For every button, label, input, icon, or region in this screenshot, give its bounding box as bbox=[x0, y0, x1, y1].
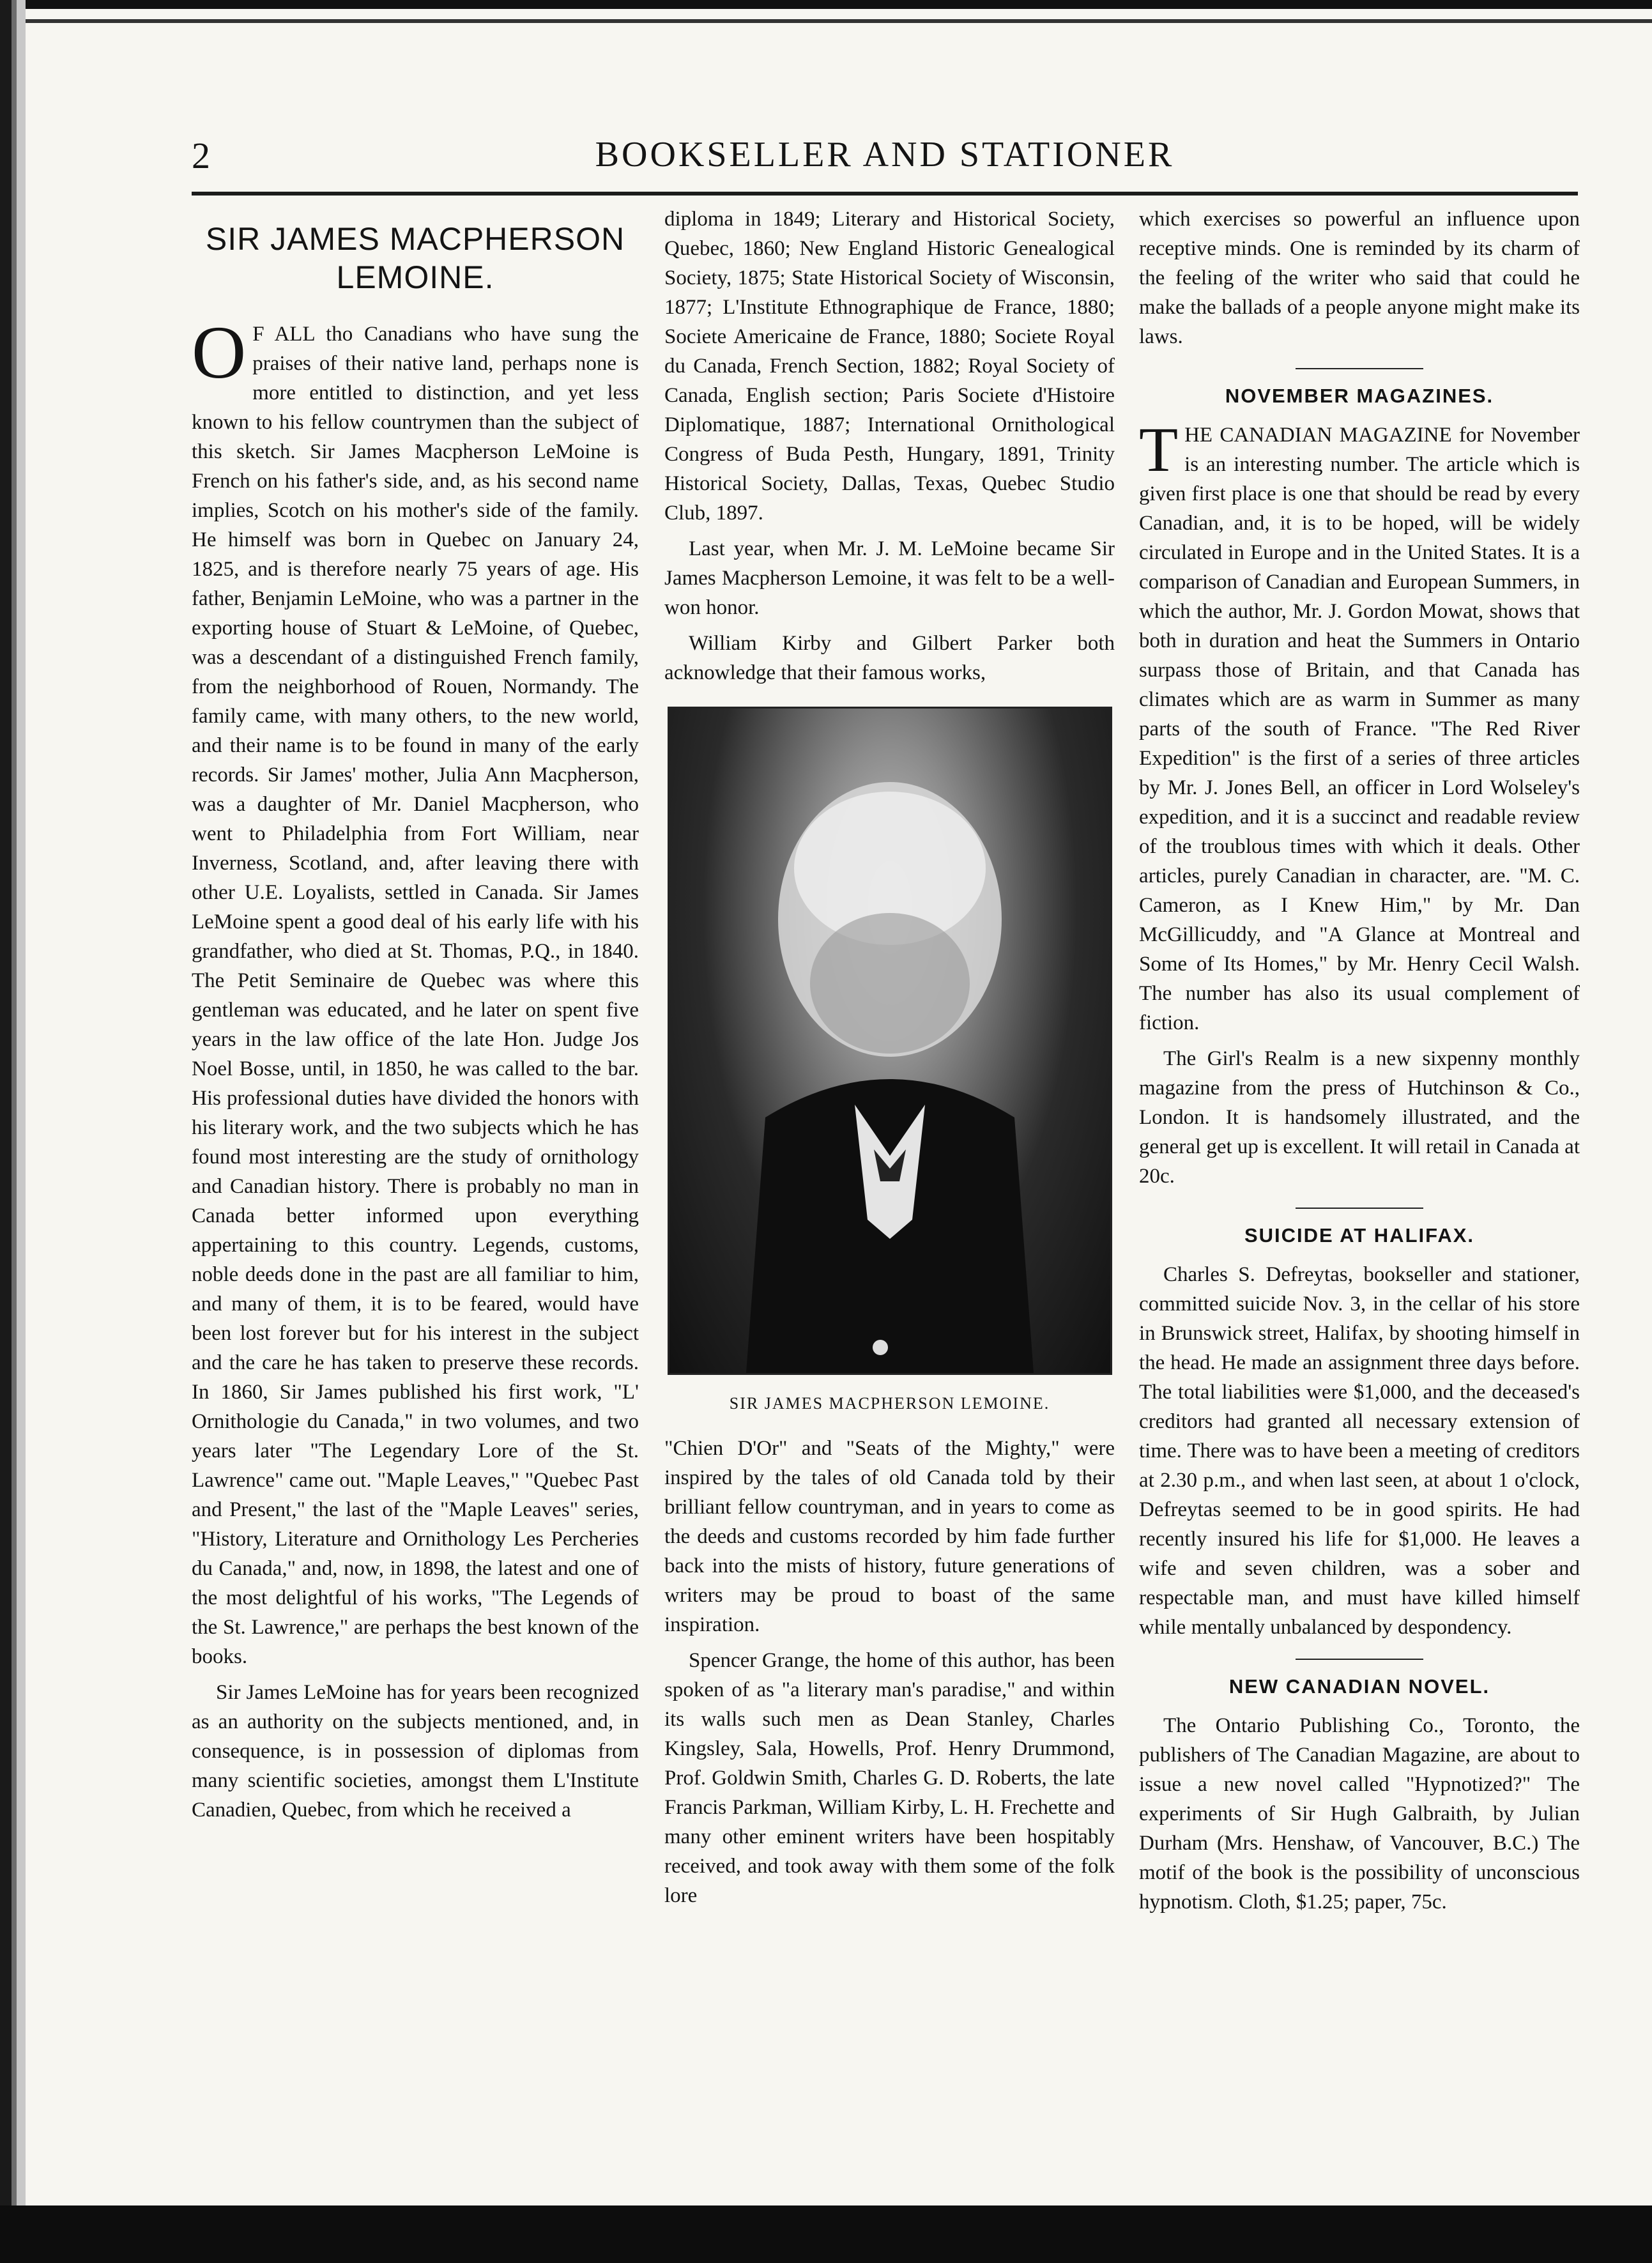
drop-cap: T bbox=[1139, 414, 1179, 485]
article-paragraph: Last year, when Mr. J. M. LeMoine became Sir James Macpherson Lemoine, it was felt to be a well-won honor. bbox=[664, 537, 1115, 619]
column-3 bbox=[1139, 204, 1580, 1923]
scan-left-edge bbox=[0, 0, 37, 2263]
drop-cap: O bbox=[192, 311, 247, 394]
section-heading-suicide-at-halifax: SUICIDE AT HALIFAX. bbox=[1244, 1224, 1475, 1247]
section-heading-new-canadian-novel: NEW CANADIAN NOVEL. bbox=[1228, 1675, 1490, 1698]
section-divider bbox=[1296, 1659, 1423, 1660]
novel-paragraph: The Ontario Publishing Co., Toronto, the publishers of The Canadian Magazine, are about to issue a new novel called "Hypnotized?" The experiments of Sir Hugh Galbraith, by Julian Durham (Mrs. Henshaw, of Vancouver, B.C.) The motif of the book is the possibility of unconscious hypnotism. Cloth, $1.25; paper, 75c. bbox=[1139, 1714, 1580, 1914]
article-paragraph: William Kirby and Gilbert Parker both acknowledge that their famous works, bbox=[664, 632, 1115, 684]
section-heading-november-magazines: NOVEMBER MAGAZINES. bbox=[1225, 385, 1494, 407]
scan-bottom-edge bbox=[0, 2205, 1652, 2263]
header-rule bbox=[192, 192, 1578, 196]
page-header bbox=[192, 134, 1578, 185]
article-paragraph: Spencer Grange, the home of this author, has been spoken of as "a literary man's paradise," and within its walls such men as Dean Stanley, Charles Kingsley, Sala, Howells, Prof. Henry Drummond, Prof. Goldwin Smith, Charles G. D. Roberts, the late Francis Parkman, William Kirby, L. H. Frechette and many other eminent writers have been hospitably received, and took away with them some of the folk lore bbox=[664, 1649, 1115, 1907]
article-paragraph: which exercises so powerful an influence upon receptive minds. One is reminded by its charm of the feeling of the writer who said that could he make the ballads of a people anyone might make its laws. bbox=[1139, 208, 1580, 348]
article-paragraph bbox=[192, 311, 639, 1671]
running-title: BOOKSELLER AND STATIONER bbox=[595, 135, 1175, 174]
portrait-photo bbox=[668, 707, 1112, 1375]
portrait-illustration bbox=[669, 709, 1110, 1373]
suicide-paragraph: Charles S. Defreytas, bookseller and stationer, committed suicide Nov. 3, in the cellar of his store in Brunswick street, Halifax, by shooting himself in the head. He made an assignment three days before. The total liabilities were $1,000, and the deceased's creditors had granted all necessary extension of time. There was to have been a meeting of creditors at 2.30 p.m., and when last seen, at about 1 o'clock, Defreytas seemed to be in good spirits. He had recently insured his life for $1,000. He leaves a wife and seven children, was a sober and respectable man, and must have killed himself while mentally unbalanced by despondency. bbox=[1139, 1263, 1580, 1639]
section-divider bbox=[1296, 1208, 1423, 1209]
scan-top-edge bbox=[0, 0, 1652, 38]
portrait-caption: SIR JAMES MACPHERSON LEMOINE. bbox=[729, 1394, 1050, 1413]
november-paragraph bbox=[1139, 414, 1580, 1038]
column-1 bbox=[192, 204, 639, 1831]
article-text: F ALL tho Canadians who have sung the praises of their native land, perhaps none is more entitled to distinction, and yet less known to his fellow countrymen than the subject of this sketch. Sir James Macpherson LeMoine is French on his father's side, and, as his second name implies, Scotch on his mother's side of the family. He himself was born in Quebec on January 24, 1825, and is therefore nearly 75 years of age. His father, Benjamin LeMoine, who was a partner in the exporting house of Stuart & LeMoine, of Quebec, was a descendant of a distinguished French family, from the neighborhood of Rouen, Normandy. The family came, with many others, to the new world, and their name is to be found in many of the early records. Sir James' mother, Julia Ann Macpherson, was a daughter of Mr. Daniel Macpherson, who went to Philadelphia from Fort William, near Inverness, Scotland, and, after leaving there with other U.E. Loyalists, settled in Canada. Sir James LeMoine spent a good deal of his early life with his grandfather, who died at St. Thomas, P.Q., in 1840. The Petit Seminaire de Quebec was where this gentleman was educated, and he later on spent five years in the law office of the late Hon. Judge Jos Noel Bosse, until, in 1850, he was called to the bar. His professional duties have divided the honors with his literary work, and the two subjects which he has found most interesting are the study of ornithology and Canadian history. There is probably no man in Canada better informed upon everything appertaining to this country. Legends, customs, noble deeds done in the past are all familiar to him, and many of them, it is to be feared, would have been lost forever but for his interest in the subject and the care he has taken to preserve these records. In 1860, Sir James published his first work, "L' Ornithologie du Canada," in two volumes, and two years later "The Legendary Lore of the St. Lawrence" came out. "Maple Leaves," "Quebec Past and Present," the last of the "Maple Leaves" series, "History, Literature and Ornithology Les Percheries du Canada," and, now, in 1898, the latest and one of the most delightful of his works, "The Legends of the St. Lawrence," are perhaps the best known of the books. bbox=[192, 323, 639, 1668]
november-text: HE CANADIAN MAGAZINE for November is an interesting number. The article which is given first place is one that should be read by every Canadian, and, it is to be hoped, will be widely circulated in Europe and in the United States. It is a comparison of Canadian and European Summers, in which the author, Mr. J. Gordon Mowat, shows that both in duration and heat the Summers in Ontario surpass those of Britain, and that Canada has climates which are as warm in Summer as many parts of the south of France. "The Red River Expedition" is the first of a series of three articles by Mr. J. Jones Bell, an officer in Lord Wolseley's expedition, and it is a succinct and readable review of the troublous times with which it deals. Other articles, purely Canadian in character, are. "M. C. Cameron, as I Knew Him," by Mr. Dan McGillicuddy, and "A Glance at Montreal and Some of Its Homes," by Mr. Henry Cecil Walsh. The number has also its usual complement of fiction. bbox=[1139, 424, 1580, 1034]
article-title: SIR JAMES MACPHERSON LEMOINE. bbox=[205, 221, 625, 295]
november-paragraph: The Girl's Realm is a new sixpenny monthly magazine from the press of Hutchinson & Co., London. It is handsomely illustrated, and the general get up is excellent. It will retail in Canada at 20c. bbox=[1139, 1047, 1580, 1188]
article-paragraph: Sir James LeMoine has for years been recognized as an authority on the subjects mentioned, and, in consequence, is in possession of diplomas from many scientific societies, amongst them L'Institute Canadien, Quebec, from which he received a bbox=[192, 1681, 639, 1822]
article-paragraph: diploma in 1849; Literary and Historical Society, Quebec, 1860; New England Historic Genealogical Society, 1875; State Historical Society of Wisconsin, 1877; L'Institute Ethnographique de France, 1880; Societe Americaine de France, 1880; Societe Royal du Canada, French Section, 1882; Royal Society of Canada, English section; Paris Societe d'Histoire Diplomatique, 1887; International Ornithological Congress of Buda Pesth, Hungary, 1891, Trinity Historical Society, Dallas, Texas, Quebec Studio Club, 1897. bbox=[664, 208, 1115, 525]
page-number: 2 bbox=[192, 135, 210, 176]
column-2 bbox=[664, 204, 1115, 1917]
article-paragraph: "Chien D'Or" and "Seats of the Mighty," were inspired by the tales of old Canada told by their brilliant fellow countryman, and in years to come as the deeds and customs recorded by him fade further back into the mists of history, future generations of writers may be proud to boast of the same inspiration. bbox=[664, 1437, 1115, 1636]
section-divider bbox=[1296, 368, 1423, 369]
